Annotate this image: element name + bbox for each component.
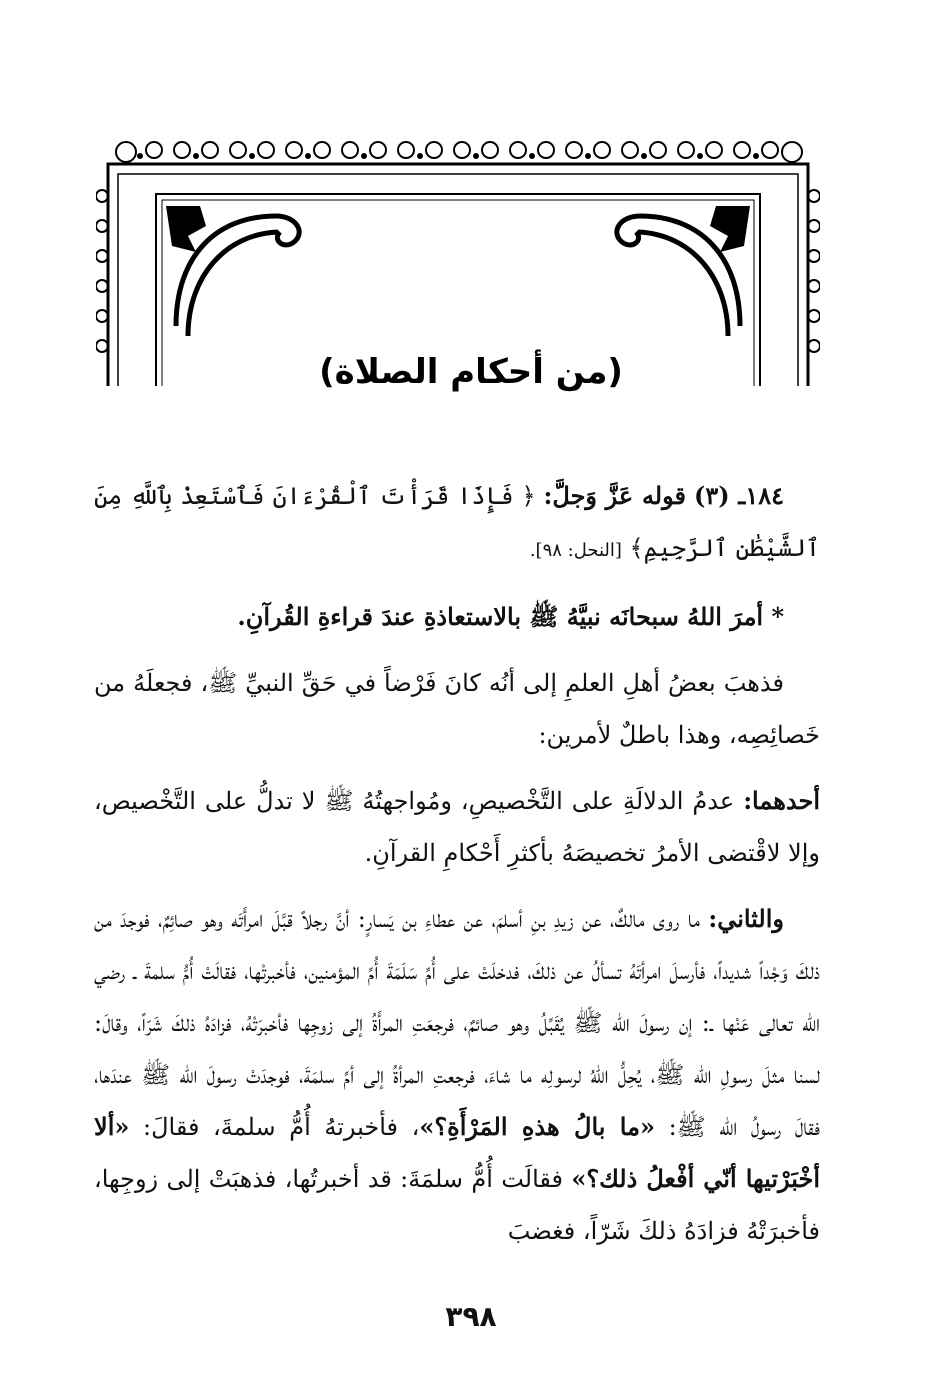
paragraph-ruling: * أمرَ اللهُ سبحانَه نبيَّهُ ﷺ بالاستعاذةِ عندَ قراءةِ القُرآنِ. xyxy=(237,602,784,631)
hadith-quote-second: «ألا أخْبَرْتيها أنّي أفْعلُ ذلك؟» xyxy=(94,1112,820,1193)
page-number: ٣٩٨ xyxy=(445,1300,497,1333)
verse-intro: قوله عَزَّ وَجلَّ: xyxy=(543,481,686,510)
hadith-number: ١٨٤ـ (٣) xyxy=(693,481,784,510)
ornamental-header-frame xyxy=(96,136,820,386)
paragraph-second-reason xyxy=(94,893,820,1257)
first-reason-lead: أحدهما: xyxy=(743,786,820,815)
first-reason-text: عدمُ الدلالَةِ على التَّخْصيصِ، ومُواجهتُهُ ﷺ لا تدلُّ على التَّخْصيص، وإلا لاقْتضى الأمرُ تخصيصَهُ بأكثرِ أَحْكامِ القرآنِ. xyxy=(94,787,820,867)
second-reason-text-2: ، فأخبرتهُ أُمُّ سلمةَ، فقالَ: xyxy=(142,1113,420,1141)
page-body xyxy=(94,470,820,1257)
second-reason-text: ما روى مالكٌ، عن زيدِ بنِ أسلمَ، عن عطاءِ بن يَسارٍ: أنَّ رجلاً قبَّلَ امرأَتَه وهو صائِمٌ، فوجدَ من ذلكَ وَجْداً شديداً، فأرسلَ امرأتَهُ تسألُ عن ذلكَ، فدخلَتْ على أُمِّ سَلَمَةَ أُمِّ المؤمنين، فأخبرتْها، فقالَتْ أُمُّ سلمةَ ـ رضي الله تعالى عَنْها ـ: إن رسولَ الله ﷺ يُقَبِّلُ وهو صائمٌ، فرجعَتِ المرأَةُ إلى زوجِها فأخبرَتْهُ، فزادَهُ ذلكَ شَرّاً، وقالَ: لسنا مثلَ رسولِ الله ﷺ، يُحِلُّ اللهُ لرسولِه ما شاءَ، فرجعتِ المرأةُ إلى أمِّ سلمَةَ، فوجدَتْ رسولَ الله ﷺ عندَها، فقالَ رسولُ الله ﷺ: xyxy=(94,905,820,1141)
quran-verse: ﴿ فَإِذَا قَرَأْتَ ٱلْقُرْءَانَ فَٱسْتَعِذْ بِٱللَّهِ مِنَ ٱلشَّيْطَٰنِ ٱلرَّجِيمِ﴾ xyxy=(94,482,820,562)
paragraph-verse xyxy=(94,470,820,577)
paragraph-first-reason xyxy=(94,775,820,879)
chapter-title: (من أحكام الصلاة) xyxy=(319,352,623,392)
paragraph-opinion: فذهبَ بعضُ أهلِ العلمِ إلى أنُه كانَ فَرْضاً في حَقِّ النبيِّ ﷺ، فجعلَهُ من خَصائِصِه، وهذا باطلٌ لأمرين: xyxy=(94,669,820,749)
ornament-border-icon xyxy=(96,136,820,386)
second-reason-lead: والثاني: xyxy=(708,904,784,933)
verse-reference: [النحل: ٩٨]. xyxy=(529,540,622,561)
hadith-quote-first: «ما بالُ هذهِ المَرْأَةِ؟» xyxy=(419,1112,655,1141)
second-reason-text-3: فقالَت أُمُّ سلمَةَ: قد أخبرتُها، فذهبَتْ إلى زوجِها، فأخبرَتْهُ فزادَهُ ذلكَ شَرّاً، فغضبَ xyxy=(94,1165,820,1245)
